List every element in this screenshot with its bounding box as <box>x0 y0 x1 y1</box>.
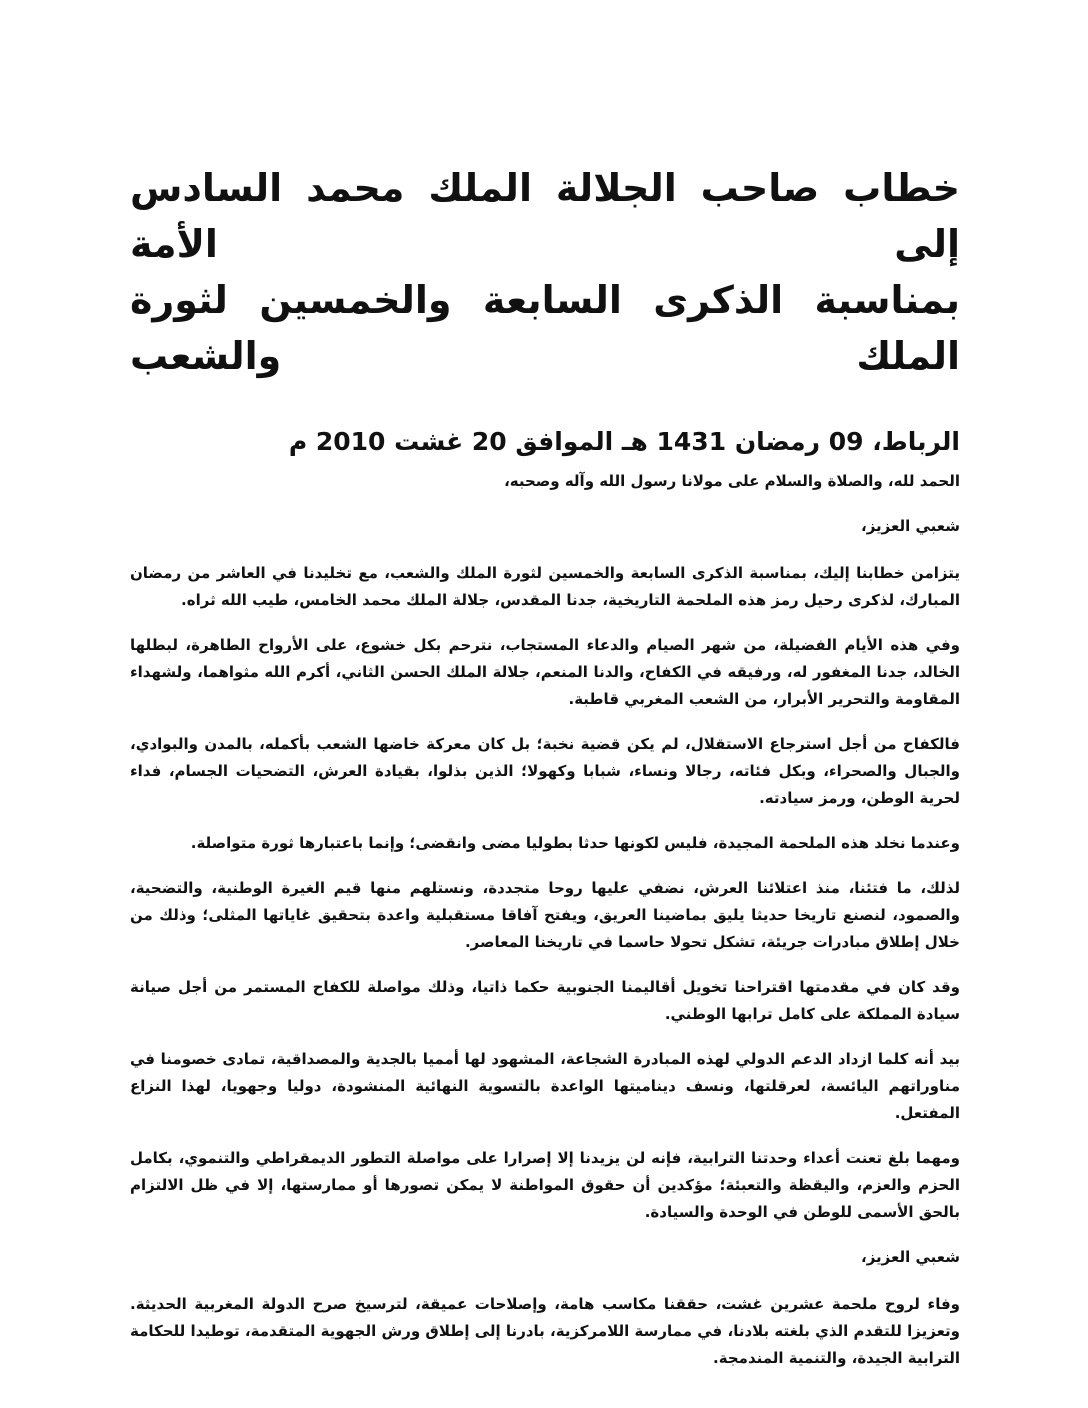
body-paragraph: فالكفاح من أجل استرجاع الاستقلال، لم يكن قضية نخبة؛ بل كان معركة خاضها الشعب بأكمله، بالمدن والبوادي، والجبال والصحراء، وبكل فئاته، رجالا ونساء، شبابا وكهولا؛ الذين بذلوا، بقيادة العرش، التضحيات الجسام، فداء لحرية الوطن، ورمز سيادته. <box>130 735 960 807</box>
dateline: الرباط، 09 رمضان 1431 هـ الموافق 20 غشت 2010 م <box>288 427 960 456</box>
body-paragraph: وفاء لروح ملحمة عشرين غشت، حققنا مكاسب هامة، وإصلاحات عميقة، لترسيخ صرح الدولة المغربية الحديثة. وتعزيزا للتقدم الذي بلغته بلادنا، في ممارسة اللامركزية، بادرنا إلى إطلاق ورش الجهوية المتقدمة، توطيدا للحكامة الترابية الجيدة، والتنمية المندمجة. <box>130 1295 960 1367</box>
greeting: شعبي العزيز، <box>861 517 960 535</box>
speech-title <box>130 160 960 384</box>
speech-title-line-1: خطاب صاحب الجلالة الملك محمد السادس إلى الأمة <box>130 166 960 266</box>
body-paragraph: ومهما بلغ تعنت أعداء وحدتنا الترابية، فإنه لن يزيدنا إلا إصرارا على مواصلة التطور الديمقراطي والتنموي، بكامل الحزم والعزم، واليقظة والتعبئة؛ مؤكدين أن حقوق المواطنة لا يمكن تصورها أو ممارستها، إلا في ظل الالتزام بالحق الأسمى للوطن في الوحدة والسيادة. <box>130 1149 960 1221</box>
document-page <box>130 160 960 1390</box>
body-paragraph: وفي هذه الأيام الفضيلة، من شهر الصيام والدعاء المستجاب، نترحم بكل خشوع، على الأرواح الطاهرة، لبطلها الخالد، جدنا المغفور له، ورفيقه في الكفاح، والدنا المنعم، جلالة الملك الحسن الثاني، أكرم الله مثواهما، ولشهداء المقاومة والتحرير الأبرار، من الشعب المغربي قاطبة. <box>130 636 960 708</box>
speech-title-line-2: بمناسبة الذكرى السابعة والخمسين لثورة الملك والشعب <box>130 278 960 378</box>
greeting: شعبي العزيز، <box>861 1248 960 1266</box>
body-paragraph: يتزامن خطابنا إليك، بمناسبة الذكرى السابعة والخمسين لثورة الملك والشعب، مع تخليدنا في العاشر من رمضان المبارك، لذكرى رحيل رمز هذه الملحمة التاريخية، جدنا المقدس، جلالة الملك محمد الخامس، طيب الله ثراه. <box>130 564 960 609</box>
body-paragraph: بيد أنه كلما ازداد الدعم الدولي لهذه المبادرة الشجاعة، المشهود لها أمميا بالجدية والمصداقية، تمادى خصومنا في مناوراتهم اليائسة، لعرقلتها، ونسف ديناميتها الواعدة بالتسوية النهائية المنشودة، دوليا وجهويا، لهذا النزاع المفتعل. <box>130 1050 960 1122</box>
opening-invocation: الحمد لله، والصلاة والسلام على مولانا رسول الله وآله وصحبه، <box>504 472 960 490</box>
body-paragraph: وعندما نخلد هذه الملحمة المجيدة، فليس لكونها حدثا بطوليا مضى وانقضى؛ وإنما باعتبارها ثورة متواصلة. <box>190 834 960 852</box>
body-paragraph: لذلك، ما فتئنا، منذ اعتلائنا العرش، نضفي عليها روحا متجددة، ونستلهم منها قيم الغيرة الوطنية، والتضحية، والصمود، لنصنع تاريخا حديثا يليق بماضينا العريق، ويفتح آفاقا مستقبلية واعدة بتحقيق غاياتها المثلى؛ وذلك من خلال إطلاق مبادرات جريئة، تشكل تحولا حاسما في تاريخنا المعاصر. <box>130 879 960 951</box>
body-paragraph: وقد كان في مقدمتها اقتراحنا تخويل أقاليمنا الجنوبية حكما ذاتيا، وذلك مواصلة للكفاح المستمر من أجل صيانة سيادة المملكة على كامل ترابها الوطني. <box>130 978 960 1023</box>
